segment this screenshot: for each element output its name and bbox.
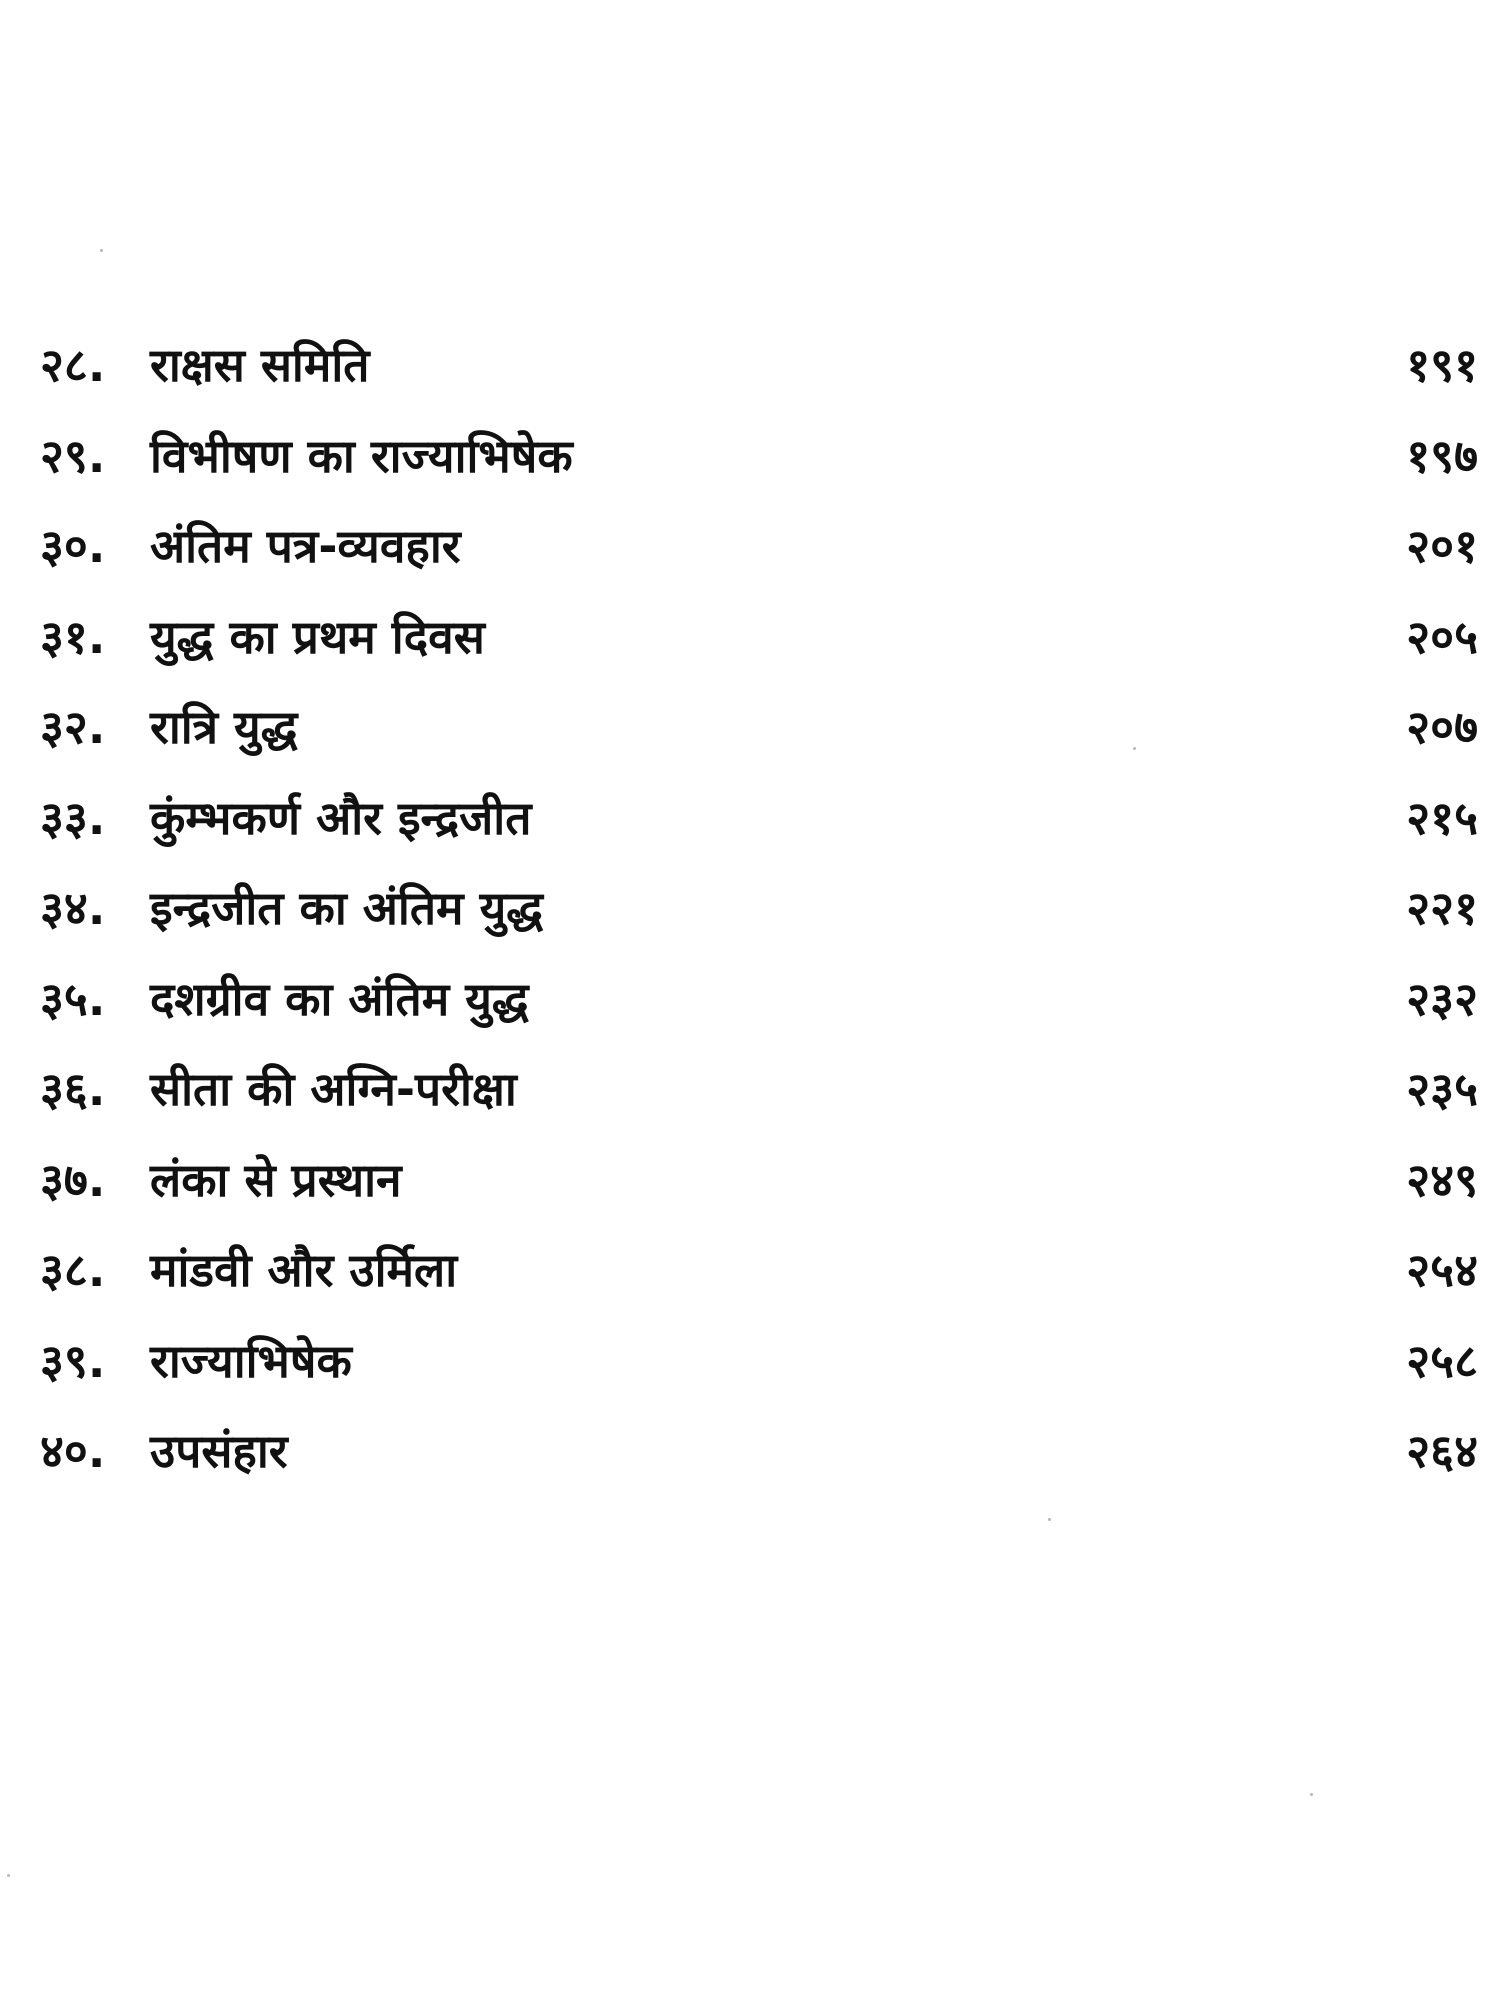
chapter-title: राज्याभिषेक <box>150 1333 352 1388</box>
chapter-number: ३७. <box>40 1152 106 1207</box>
chapter-number: ३३. <box>40 790 106 845</box>
chapter-title: उपसंहार <box>150 1424 288 1478</box>
page-number: २१५ <box>1406 790 1478 845</box>
toc-entry <box>0 1416 1500 1507</box>
page-number: २०५ <box>1406 609 1478 664</box>
toc-entry <box>0 421 1500 512</box>
chapter-title: रात्रि युद्ध <box>150 700 298 754</box>
chapter-number: ३१. <box>40 609 106 664</box>
page-number: २३२ <box>1406 971 1478 1026</box>
page-number: २६४ <box>1406 1424 1478 1478</box>
toc-entry <box>0 1054 1500 1145</box>
chapter-number: ३५. <box>40 971 106 1026</box>
paper-speck <box>100 249 103 252</box>
toc-entry <box>0 873 1500 964</box>
page-number: २५४ <box>1406 1243 1478 1297</box>
toc-entry <box>0 1145 1500 1236</box>
chapter-number: २९. <box>40 428 106 483</box>
chapter-title: कुंम्भकर्ण और इन्द्रजीत <box>150 790 532 845</box>
chapter-number: ३२. <box>40 700 106 754</box>
chapter-number: ३६. <box>40 1062 106 1116</box>
paper-speck <box>7 1874 10 1877</box>
chapter-title: राक्षस समिति <box>150 338 370 392</box>
chapter-number: २८. <box>40 338 106 392</box>
chapter-number: ४०. <box>40 1424 106 1478</box>
chapter-number: ३४. <box>40 881 106 935</box>
page-number: २४९ <box>1406 1152 1478 1207</box>
toc-entry <box>0 511 1500 602</box>
paper-speck <box>1133 747 1136 750</box>
page-number: २३५ <box>1406 1062 1478 1116</box>
chapter-title: इन्द्रजीत का अंतिम युद्ध <box>150 881 543 935</box>
toc-entry <box>0 783 1500 874</box>
table-of-contents <box>0 330 1500 1507</box>
toc-entry <box>0 602 1500 693</box>
chapter-title: विभीषण का राज्याभिषेक <box>150 428 573 483</box>
page-number: २०७ <box>1406 700 1478 754</box>
page-number: १९१ <box>1406 338 1478 392</box>
chapter-title: युद्ध का प्रथम दिवस <box>150 609 485 664</box>
toc-entry <box>0 964 1500 1055</box>
chapter-title: मांडवी और उर्मिला <box>150 1243 458 1297</box>
toc-entry <box>0 1235 1500 1326</box>
chapter-title: अंतिम पत्र-व्यवहार <box>150 519 461 573</box>
chapter-title: लंका से प्रस्थान <box>150 1152 402 1207</box>
paper-speck <box>1310 1793 1313 1796</box>
chapter-number: ३८. <box>40 1243 106 1297</box>
paper-speck <box>1048 1518 1051 1521</box>
toc-entry <box>0 692 1500 783</box>
chapter-title: सीता की अग्नि-परीक्षा <box>150 1062 517 1116</box>
page-number: १९७ <box>1406 428 1478 483</box>
toc-entry <box>0 330 1500 421</box>
chapter-title: दशग्रीव का अंतिम युद्ध <box>150 971 529 1026</box>
chapter-number: ३०. <box>40 519 106 573</box>
toc-entry <box>0 1326 1500 1417</box>
chapter-number: ३९. <box>40 1333 106 1388</box>
page-number: २५८ <box>1406 1333 1478 1388</box>
page-number: २०१ <box>1406 519 1478 573</box>
page-number: २२१ <box>1406 881 1478 935</box>
